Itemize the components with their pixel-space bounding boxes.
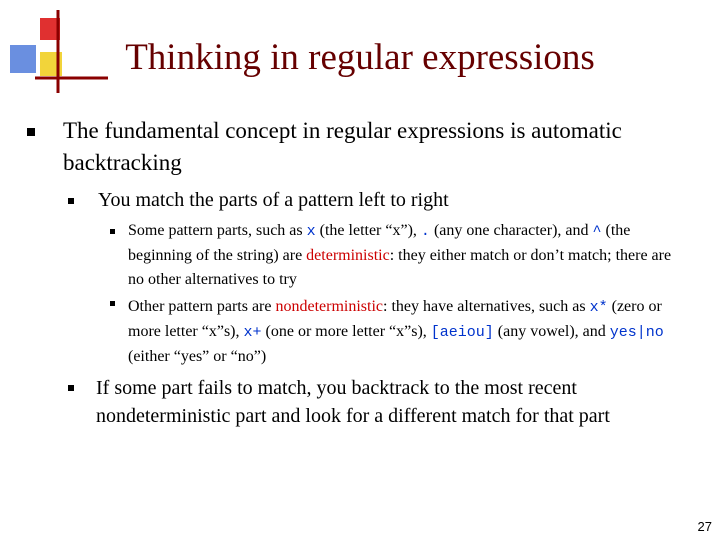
bullet-text <box>128 295 678 369</box>
text-span: (the letter “x”), <box>315 222 421 239</box>
bullet-marker <box>68 198 74 204</box>
text-span: (one or more letter “x”s), <box>261 323 431 340</box>
emphasis-span: deterministic <box>306 247 390 264</box>
code-span: ^ <box>592 223 602 240</box>
code-span: yes|no <box>609 324 664 341</box>
bullet-marker <box>27 128 35 136</box>
text-span: Other pattern parts are <box>128 298 276 315</box>
text-span: (zero or more letter “x”s), <box>128 298 662 340</box>
code-span: x+ <box>243 324 262 341</box>
bullet-text <box>128 219 678 292</box>
text-span: : they either match or don’t match; there are no other alternatives to try <box>128 247 672 288</box>
bullet-text: The fundamental concept in regular expressions is automatic backtracking <box>63 118 622 175</box>
text-span: Some pattern parts, such as <box>128 222 307 239</box>
code-span: [aeiou] <box>430 324 494 341</box>
emphasis-span: nondeterministic <box>275 298 384 315</box>
code-span: x* <box>589 299 608 316</box>
text-span: (either “yes” or “no”) <box>128 348 267 365</box>
bullet-text: If some part fails to match, you backtrack to the most recent nondeterministic part and look for a different match for that part <box>96 377 610 427</box>
text-span: : they have alternatives, such as <box>383 298 590 315</box>
code-span: . <box>420 223 430 240</box>
bullet-text: You match the parts of a pattern left to right <box>98 189 449 211</box>
slide-title: Thinking in regular expressions <box>125 37 595 78</box>
page-number: 27 <box>697 519 712 534</box>
text-span: (any vowel), and <box>493 323 610 340</box>
text-span: (the beginning of the string) are <box>128 222 631 264</box>
bullet-marker <box>110 301 115 306</box>
text-span: (any one character), and <box>429 222 593 239</box>
code-span: x <box>306 223 316 240</box>
bullet-marker <box>68 385 74 391</box>
bullet-marker <box>110 229 115 234</box>
